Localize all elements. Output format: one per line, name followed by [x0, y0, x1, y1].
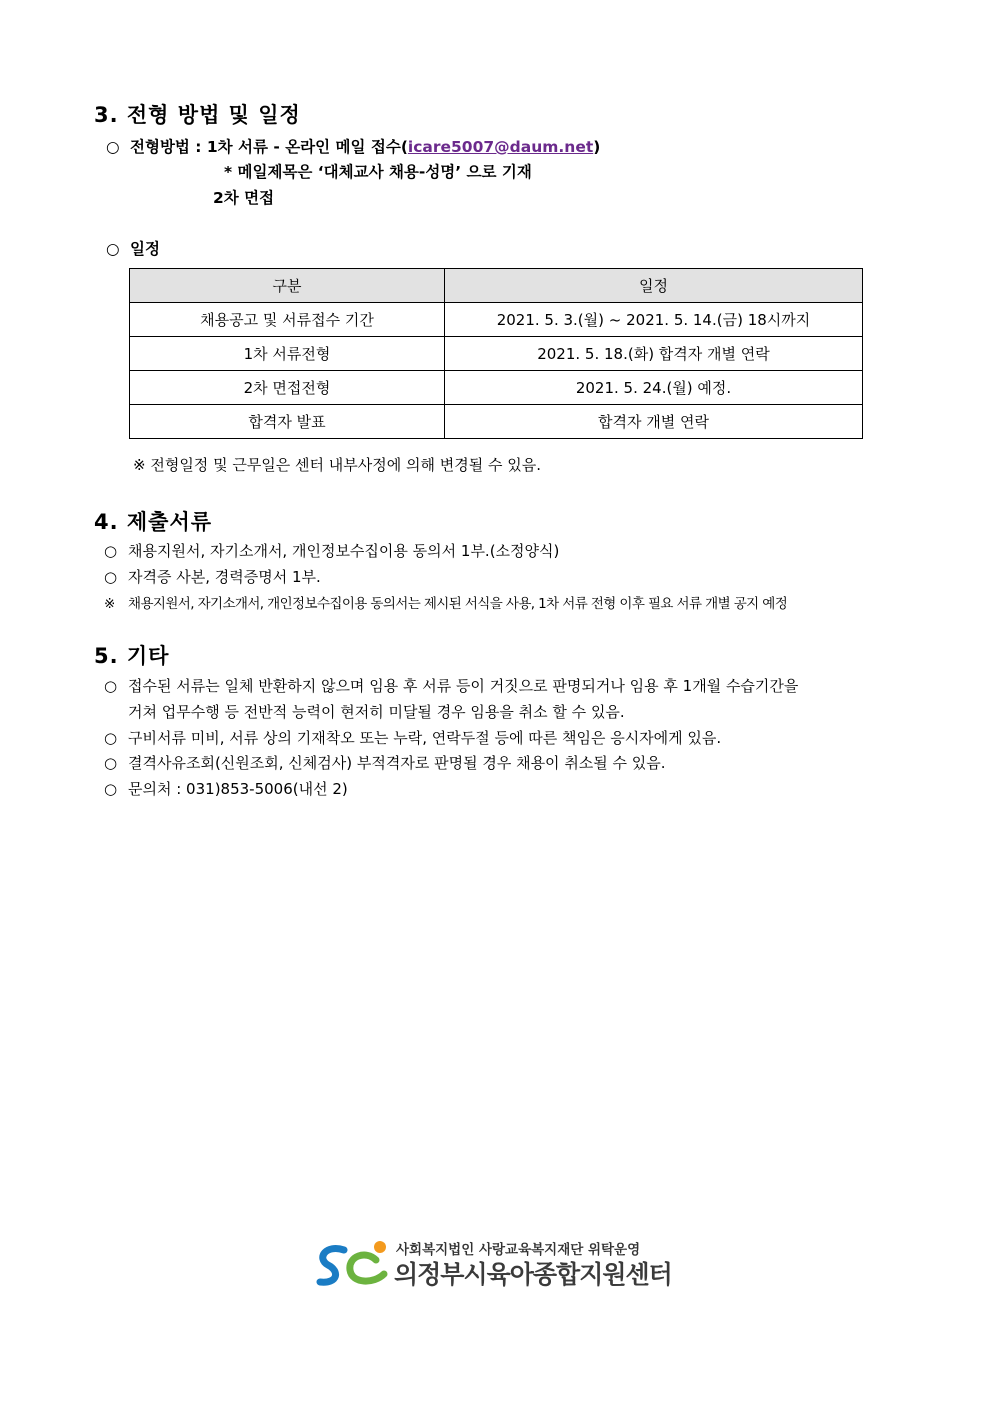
method-note: * 메일제목은 ‘대체교사 채용-성명’ 으로 기재 [224, 163, 532, 181]
item-text: 채용지원서, 자기소개서, 개인정보수집이용 동의서는 제시된 서식을 사용, 1차 서류 전형 이후 필요 서류 개별 공지 예정 [128, 596, 788, 612]
table-header-row [130, 269, 863, 303]
org-subtitle: 사회복지법인 사랑교육복지재단 위탁운영 [396, 1242, 641, 1258]
item-text: 자격증 사본, 경력증명서 1부. [128, 568, 321, 586]
table-cell: 채용공고 및 서류접수 기간 [130, 303, 445, 337]
method-label: 전형방법 : 1차 서류 - 온라인 메일 접수( [130, 138, 408, 156]
schedule-label: 일정 [130, 240, 160, 258]
list-item [104, 592, 787, 612]
list-item-continuation [128, 701, 625, 722]
method-close: ) [593, 138, 601, 156]
table-note: ※ 전형일정 및 근무일은 센터 내부사정에 의해 변경될 수 있음. [133, 456, 542, 474]
method-second: 2차 면접 [213, 189, 275, 207]
org-logo [314, 1238, 684, 1290]
table-cell: 2차 면접전형 [130, 371, 445, 405]
method-line [106, 135, 600, 157]
table-row [130, 371, 863, 405]
list-item [104, 675, 798, 696]
header-schedule: 일정 [445, 269, 863, 303]
sc-logo-icon [314, 1238, 392, 1290]
table-cell: 합격자 발표 [130, 405, 445, 439]
list-item [104, 778, 348, 799]
bullet-circle: ○ [104, 568, 118, 586]
bullet-circle: ○ [104, 729, 118, 747]
org-name: 의정부시육아종합지원센터 [394, 1260, 672, 1289]
schedule-line [106, 237, 160, 259]
table-cell: 2021. 5. 3.(월) ~ 2021. 5. 14.(금) 18시까지 [445, 303, 863, 337]
table-cell: 2021. 5. 18.(화) 합격자 개별 연락 [445, 337, 863, 371]
item-text: 결격사유조회(신원조회, 신체검사) 부적격자로 판명될 경우 채용이 취소될 수 있음. [128, 754, 666, 772]
section-5-heading: 5. 기타 [94, 644, 170, 668]
section-4-heading: 4. 제출서류 [94, 510, 213, 534]
list-item [104, 566, 321, 587]
section-3-heading: 3. 전형 방법 및 일정 [94, 103, 301, 127]
bullet-circle: ○ [104, 754, 118, 772]
header-category: 구분 [130, 269, 445, 303]
item-text: 접수된 서류는 일체 반환하지 않으며 임용 후 서류 등이 거짓으로 판명되거나 임용 후 1개월 수습기간을 [128, 677, 799, 695]
table-cell: 2021. 5. 24.(월) 예정. [445, 371, 863, 405]
list-item [104, 540, 559, 561]
table-cell: 1차 서류전형 [130, 337, 445, 371]
bullet-circle: ○ [104, 542, 118, 560]
table-row [130, 405, 863, 439]
bullet-circle: ○ [104, 677, 118, 695]
bullet-circle: ○ [104, 780, 118, 798]
table-row [130, 337, 863, 371]
list-item [104, 727, 721, 748]
table-row [130, 303, 863, 337]
item-text: 구비서류 미비, 서류 상의 기재착오 또는 누락, 연락두절 등에 따른 책임은 응시자에게 있음. [128, 729, 722, 747]
reference-mark: ※ [104, 596, 115, 612]
item-text: 문의처 : 031)853-5006(내선 2) [128, 780, 348, 798]
list-item [104, 752, 666, 773]
bullet-circle: ○ [106, 138, 120, 156]
email-link[interactable]: icare5007@daum.net [407, 138, 594, 156]
table-cell: 합격자 개별 연락 [445, 405, 863, 439]
item-text: 채용지원서, 자기소개서, 개인정보수집이용 동의서 1부.(소정양식) [128, 542, 560, 560]
schedule-table [129, 268, 863, 439]
item-text: 거쳐 업무수행 등 전반적 능력이 현저히 미달될 경우 임용을 취소 할 수 있음. [128, 703, 625, 721]
bullet-circle: ○ [106, 240, 120, 258]
